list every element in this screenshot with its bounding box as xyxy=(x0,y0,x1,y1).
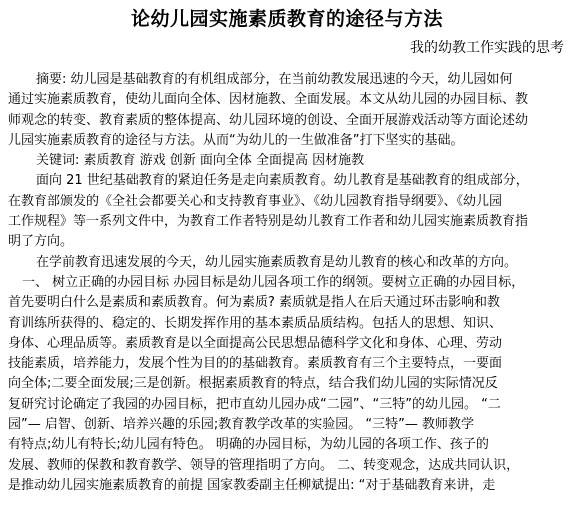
document-subtitle: 我的幼教工作实践的思考 xyxy=(410,40,564,56)
document-body xyxy=(8,70,568,496)
paragraph-line: 明了方向。 xyxy=(8,234,74,250)
abstract-line: 儿园实施素质教育的途径与方法。从而“为幼儿的一生做准备”打下坚实的基础。 xyxy=(8,132,464,148)
abstract-line: 摘要: 幼儿园是基础教育的有机组成部分，在当前幼教发展迅速的今天，幼儿园如何 xyxy=(36,72,513,87)
section-line: 园”— 启智、创新、培养兴趣的乐园;教育教学改革的实验园。 “三特”— 教师教学 xyxy=(8,417,474,433)
section-line: 发展、教师的保教和教育教学、领导的管理指明了方向。 二、转变观念，达成共同认识， xyxy=(8,457,520,473)
paragraph-line: 在教育部颁发的《全社会都要关心和支持教育事业》、《幼儿园教育指导纲要》、《幼儿园 xyxy=(8,193,503,209)
paragraph-line: 在学前教育迅速发展的今天，幼儿园实施素质教育是幼儿教育的核心和改革的方向。 xyxy=(36,254,518,270)
section-line: 育训练所获得的、稳定的、长期发挥作用的基本素质品质结构。包括人的思想、知识、 xyxy=(8,315,503,331)
section-line: 一、 树立正确的办园目标 办园目标是幼儿园各项工作的纲领。要树立正确的办园目标， xyxy=(22,274,525,290)
section-line: 技能素质，培养能力，发展个性为目的的基础教育。素质教育有三个主要特点，一要面 xyxy=(8,356,503,372)
document-title: 论幼儿园实施素质教育的途径与方法 xyxy=(130,8,443,30)
section-line: 身体、心理品质等。素质教育是以全面提高公民思想品德科学文化和身体、心理、劳动 xyxy=(8,335,503,351)
section-line: 复研究讨论确定了我园的办园目标，把市直幼儿园办成“二园”、“三特”的幼儿园。 “二 xyxy=(8,396,501,412)
section-line: 首先要明白什么是素质和素质教育。何为素质? 素质就是指人在后天通过环击影响和教 xyxy=(8,295,501,311)
abstract-line: 通过实施素质教育，使幼儿面向全体、因材施教、全面发展。本文从幼儿园的办园目标、教 xyxy=(8,92,529,108)
section-line: 向全体;二要全面发展;三是创新。根据素质教育的特点，结合我们幼儿园的实际情况反 xyxy=(8,376,498,392)
paragraph-line: 面向 21 世纪基础教育的紧迫任务是走向素质教育。幼儿教育是基础教育的组成部分， xyxy=(36,173,529,189)
abstract-line: 师观念的转变、教育素质的整体提高、幼儿园环境的创设、全面开展游戏活动等方面论述幼 xyxy=(8,112,529,128)
paragraph-line: 工作规程》等一系列文件中，为教育工作者特别是幼儿教育工作者和幼儿园实施素质教育指 xyxy=(8,214,529,230)
section-line: 是推动幼儿园实施素质教育的前提 国家教委副主任柳斌提出: “对于基础教育来讲，走 xyxy=(8,477,496,493)
section-line: 有特点;幼儿有特长;幼儿园有特色。 明确的办园目标，为幼儿园的各项工作、孩子的 xyxy=(8,437,489,453)
keywords-line: 关键词: 素质教育 游戏 创新 面向全体 全面提高 因材施教 xyxy=(36,153,365,169)
